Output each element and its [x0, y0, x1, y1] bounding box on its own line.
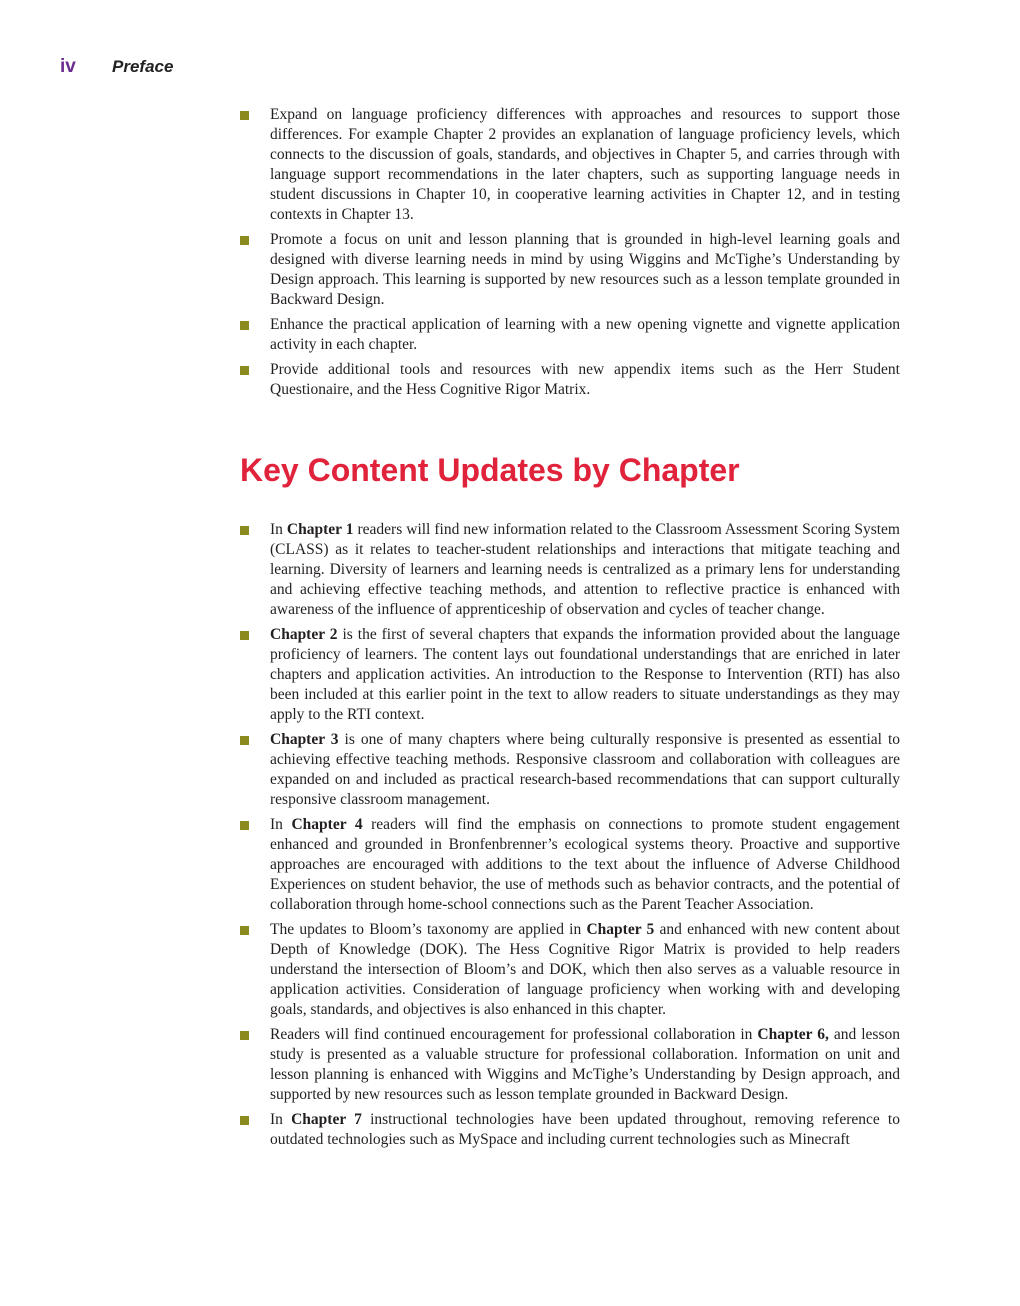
square-bullet-icon [240, 926, 249, 935]
list-item-text: In [270, 816, 292, 833]
list-item [240, 625, 900, 725]
chapter-reference: Chapter 5 [586, 921, 655, 938]
list-item-text: readers will find new information related to the Classroom Assessment Scoring System (CLASS) as it relates to teacher-student relationships and interactions that mitigate teaching and learning. Diversity of learners and learning needs is centralized as a primary lens for understanding and achieving effective teaching methods, and attention to reflective practice is enhanced with awareness of the influence of apprenticeship of observation and cycles of teacher change. [270, 521, 900, 618]
page-header [60, 56, 173, 80]
list-item-text: In [270, 1111, 292, 1128]
list-item-text: and lesson study is presented as a valuable structure for professional collaboration. Information on unit and lesson planning is enhanced with Wiggins and McTighe’s Understanding by Design approach, and supported by new resources such as lesson template grounded in Backward Design. [270, 1026, 900, 1103]
page-content [240, 105, 900, 1155]
list-item-text: Expand on language proficiency differences with approaches and resources to support those differences. For example Chapter 2 provides an explanation of language proficiency levels, which connects to the discussion of goals, standards, and objectives in Chapter 5, and carries through with language support recommendations in the later chapters, such as supporting language needs in student discussions in Chapter 10, in cooperative learning activities in Chapter 12, and in testing contexts in Chapter 13. [270, 106, 900, 223]
square-bullet-icon [240, 631, 249, 640]
list-item-text: In [270, 521, 287, 538]
list-item-text: Readers will find continued encouragement for professional collaboration in [270, 1026, 758, 1043]
square-bullet-icon [240, 1116, 249, 1125]
list-item [240, 1110, 900, 1150]
list-item [240, 315, 900, 355]
list-item-text: instructional technologies have been updated throughout, removing reference to outdated technologies such as MySpace and including current technologies such as Minecraft [270, 1111, 900, 1148]
list-item [240, 520, 900, 620]
square-bullet-icon [240, 526, 249, 535]
page-number: iv [60, 56, 76, 77]
list-item [240, 105, 900, 225]
chapter-reference: Chapter 4 [291, 816, 363, 833]
list-item [240, 920, 900, 1020]
square-bullet-icon [240, 366, 249, 375]
chapter-reference: Chapter 3 [270, 731, 339, 748]
list-item [240, 230, 900, 310]
intro-bullet-list [240, 105, 900, 400]
square-bullet-icon [240, 236, 249, 245]
chapter-reference: Chapter 7 [291, 1111, 362, 1128]
square-bullet-icon [240, 736, 249, 745]
section-title: Key Content Updates by Chapter [240, 452, 740, 488]
running-head: Preface [112, 57, 174, 76]
square-bullet-icon [240, 1031, 249, 1040]
list-item-text: readers will find the emphasis on connections to promote student engagement enhanced and grounded in Bronfenbrenner’s ecological systems theory. Proactive and supportive approaches are encouraged with additions to the text about the influence of Adverse Childhood Experiences on student behavior, the use of methods such as behavior contracts, and the potential of collaboration through home-school connections such as the Parent Teacher Association. [270, 816, 900, 913]
chapter-reference: Chapter 1 [286, 521, 354, 538]
chapter-bullet-list [240, 520, 900, 1150]
list-item-text: and enhanced with new content about Depth of Knowledge (DOK). The Hess Cognitive Rigor Matrix is provided to help readers understand the intersection of Bloom’s and DOK, which then also serves as a valuable resource in application activities. Consideration of language proficiency when working with and developing goals, standards, and objectives is also enhanced in this chapter. [270, 921, 900, 1018]
chapter-reference: Chapter 2 [270, 626, 338, 643]
list-item [240, 815, 900, 915]
square-bullet-icon [240, 821, 249, 830]
list-item-text: Provide additional tools and resources with new appendix items such as the Herr Student Questionaire, and the Hess Cognitive Rigor Matrix. [270, 361, 900, 398]
list-item [240, 1025, 900, 1105]
square-bullet-icon [240, 321, 249, 330]
square-bullet-icon [240, 111, 249, 120]
chapter-reference: Chapter 6, [757, 1026, 829, 1043]
list-item-text: is the first of several chapters that expands the information provided about the language proficiency of learners. The content lays out foundational understandings that are enriched in later chapters and application activities. An introduction to the Response to Intervention (RTI) has also been included at this earlier point in the text to allow readers to situate understandings as they may apply to the RTI context. [270, 626, 901, 723]
list-item-text: is one of many chapters where being culturally responsive is presented as essential to achieving effective teaching methods. Responsive classroom and collaboration with colleagues are expanded on and included as practical research-based recommendations that can support culturally responsive classroom management. [270, 731, 901, 808]
list-item [240, 730, 900, 810]
list-item-text: Promote a focus on unit and lesson planning that is grounded in high-level learning goals and designed with diverse learning needs in mind by using Wiggins and McTighe’s Understanding by Design approach. This learning is supported by new resources such as a lesson template grounded in Backward Design. [270, 231, 900, 308]
list-item-text: Enhance the practical application of learning with a new opening vignette and vignette application activity in each chapter. [270, 316, 900, 353]
list-item [240, 360, 900, 400]
list-item-text: The updates to Bloom’s taxonomy are applied in [270, 921, 587, 938]
